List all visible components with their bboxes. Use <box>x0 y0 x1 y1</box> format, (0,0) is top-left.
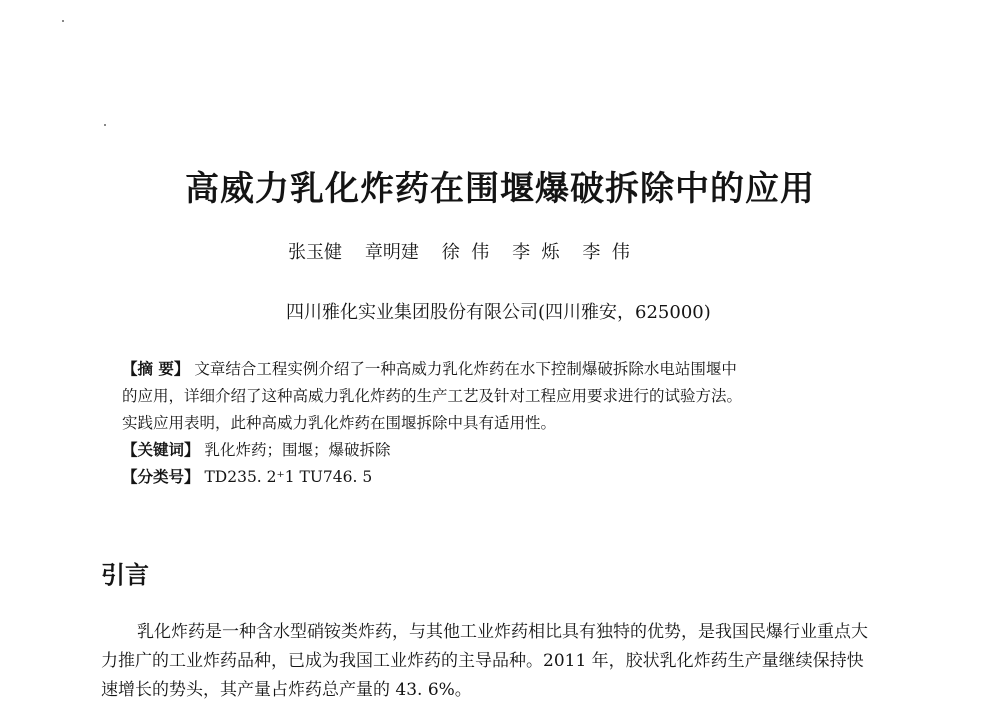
scan-speck <box>62 20 64 22</box>
body-line: 乳化炸药是一种含水型硝铵类炸药，与其他工业炸药相比具有独特的优势，是我国民爆行业重点大 <box>137 622 868 642</box>
abstract-line: 实践应用表明，此种高威力乳化炸药在围堰拆除中具有适用性。 <box>122 414 557 432</box>
classification-label: 【分类号】 <box>122 468 200 486</box>
abstract-block <box>122 356 882 491</box>
body-line: 速增长的势头，其产量占炸药总产量的 43. 6%。 <box>101 680 472 700</box>
keywords-line <box>122 437 882 464</box>
abstract-text: 文章结合工程实例介绍了一种高威力乳化炸药在水下控制爆破拆除水电站围堰中 <box>194 360 737 378</box>
keywords-label: 【关键词】 <box>122 441 200 459</box>
paper-title: 高威力乳化炸药在围堰爆破拆除中的应用 <box>185 169 815 209</box>
classification-line <box>122 464 882 491</box>
section-body <box>101 618 921 705</box>
author-affiliation: 四川雅化实业集团股份有限公司(四川雅安，625000) <box>286 302 711 323</box>
abstract-line: 的应用，详细介绍了这种高威力乳化炸药的生产工艺及针对工程应用要求进行的试验方法。 <box>122 387 743 405</box>
body-line: 力推广的工业炸药品种，已成为我国工业炸药的主导品种。2011 年，胶状乳化炸药生产量继续保持快 <box>101 651 864 671</box>
abstract-line <box>122 356 882 383</box>
classification-text: TD235. 2⁺1 TU746. 5 <box>204 468 373 486</box>
author-list: 张玉健 章明建 徐 伟 李 烁 李 伟 <box>288 242 630 263</box>
scan-speck <box>104 124 106 126</box>
keywords-text: 乳化炸药；围堰；爆破拆除 <box>204 441 391 459</box>
abstract-label: 【摘 要】 <box>122 360 190 378</box>
section-heading: 引言 <box>101 560 149 589</box>
